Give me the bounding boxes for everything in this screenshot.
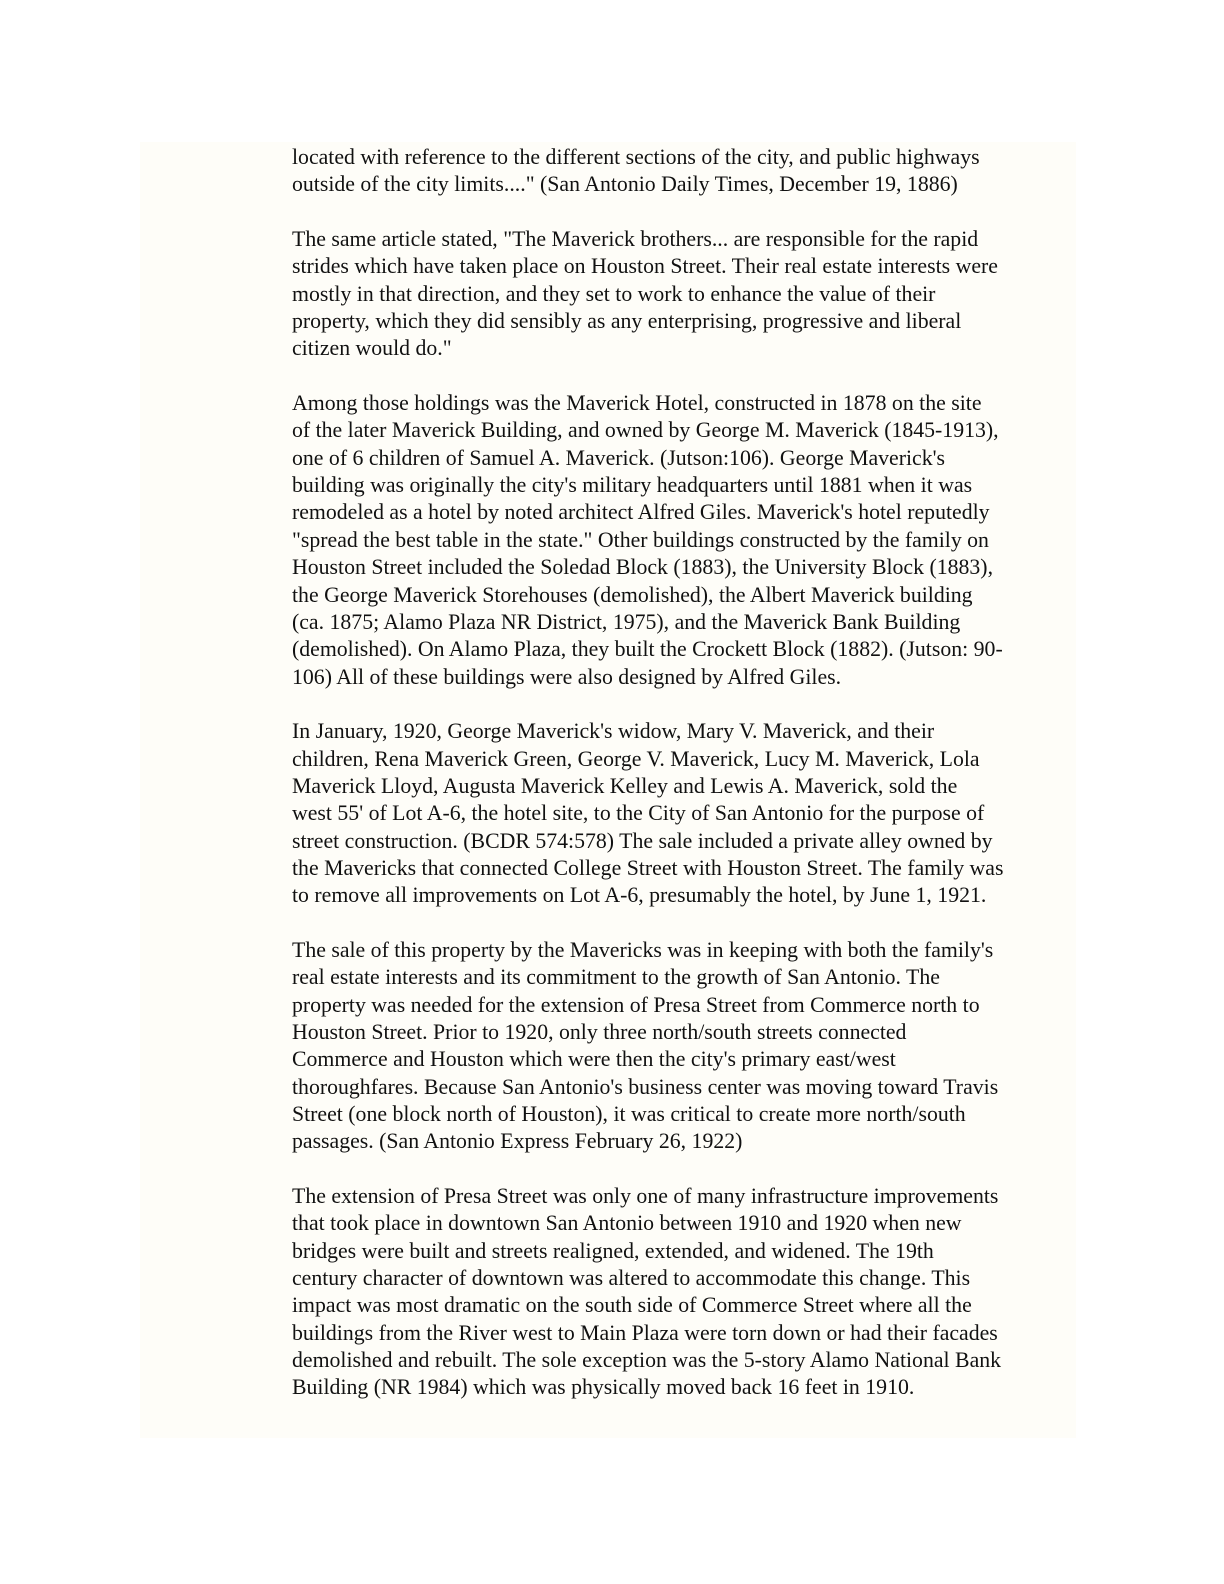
paragraph-1920-sale: In January, 1920, George Maverick's widow, Mary V. Maverick, and their children, Rena Maverick Green, George V. Maverick, Lucy M. Maverick, Lola Maverick Lloyd, Augusta Maverick Kelley and Lewis A. Maverick, sold the west 55' of Lot A-6, the hotel site, to the City of San Antonio for the purpose of street construction. (BCDR 574:578) The sale included a private alley owned by the Mavericks that connected College Street with Houston Street. The family was to remove all improvements on Lot A-6, presumably the hotel, by June 1, 1921.: [292, 719, 1004, 908]
document-body: [292, 144, 1074, 1402]
paragraph-presa-street-extension: The sale of this property by the Mavericks was in keeping with both the family's real estate interests and its commitment to the growth of San Antonio. The property was needed for the extension of Presa Street from Commerce north to Houston Street. Prior to 1920, only three north/south streets connected Commerce and Houston which were then the city's primary east/west thoroughfares. Because San Antonio's business center was moving toward Travis Street (one block north of Houston), it was critical to create more north/south passages. (San Antonio Express February 26, 1922): [292, 937, 999, 1154]
paragraph-infrastructure-improvements: The extension of Presa Street was only one of many infrastructure improvements that took place in downtown San Antonio between 1910 and 1920 when new bridges were built and streets realigned, extended, and widened. The 19th century character of downtown was altered to accommodate this change. This impact was most dramatic on the south side of Commerce Street where all the buildings from the River west to Main Plaza were torn down or had their facades demolished and rebuilt. The sole exception was the 5-story Alamo National Bank Building (NR 1984) which was physically moved back 16 feet in 1910.: [292, 1184, 1002, 1400]
paragraph-citation-continuation: located with reference to the different sections of the city, and public highways outside of the city limits...." (San Antonio Daily Times, December 19, 1886): [292, 145, 980, 197]
paragraph-maverick-hotel: Among those holdings was the Maverick Hotel, constructed in 1878 on the site of the later Maverick Building, and owned by George M. Maverick (1845-1913), one of 6 children of Samuel A. Maverick. (Jutson:106). George Maverick's building was originally the city's military headquarters until 1881 when it was remodeled as a hotel by noted architect Alfred Giles. Maverick's hotel reputedly "spread the best table in the state." Other buildings constructed by the family on Houston Street included the Soledad Block (1883), the University Block (1883), the George Maverick Storehouses (demolished), the Albert Maverick building (ca. 1875; Alamo Plaza NR District, 1975), and the Maverick Bank Building (demolished). On Alamo Plaza, they built the Crockett Block (1882). (Jutson: 90- 106) All of these buildings were also designed by Alfred Giles.: [292, 391, 1003, 689]
paragraph-maverick-brothers-quote: The same article stated, "The Maverick brothers... are responsible for the rapid strides which have taken place on Houston Street. Their real estate interests were mostly in that direction, and they set to work to enhance the value of their property, which they did sensibly as any enterprising, progressive and liberal citizen would do.": [292, 227, 998, 361]
